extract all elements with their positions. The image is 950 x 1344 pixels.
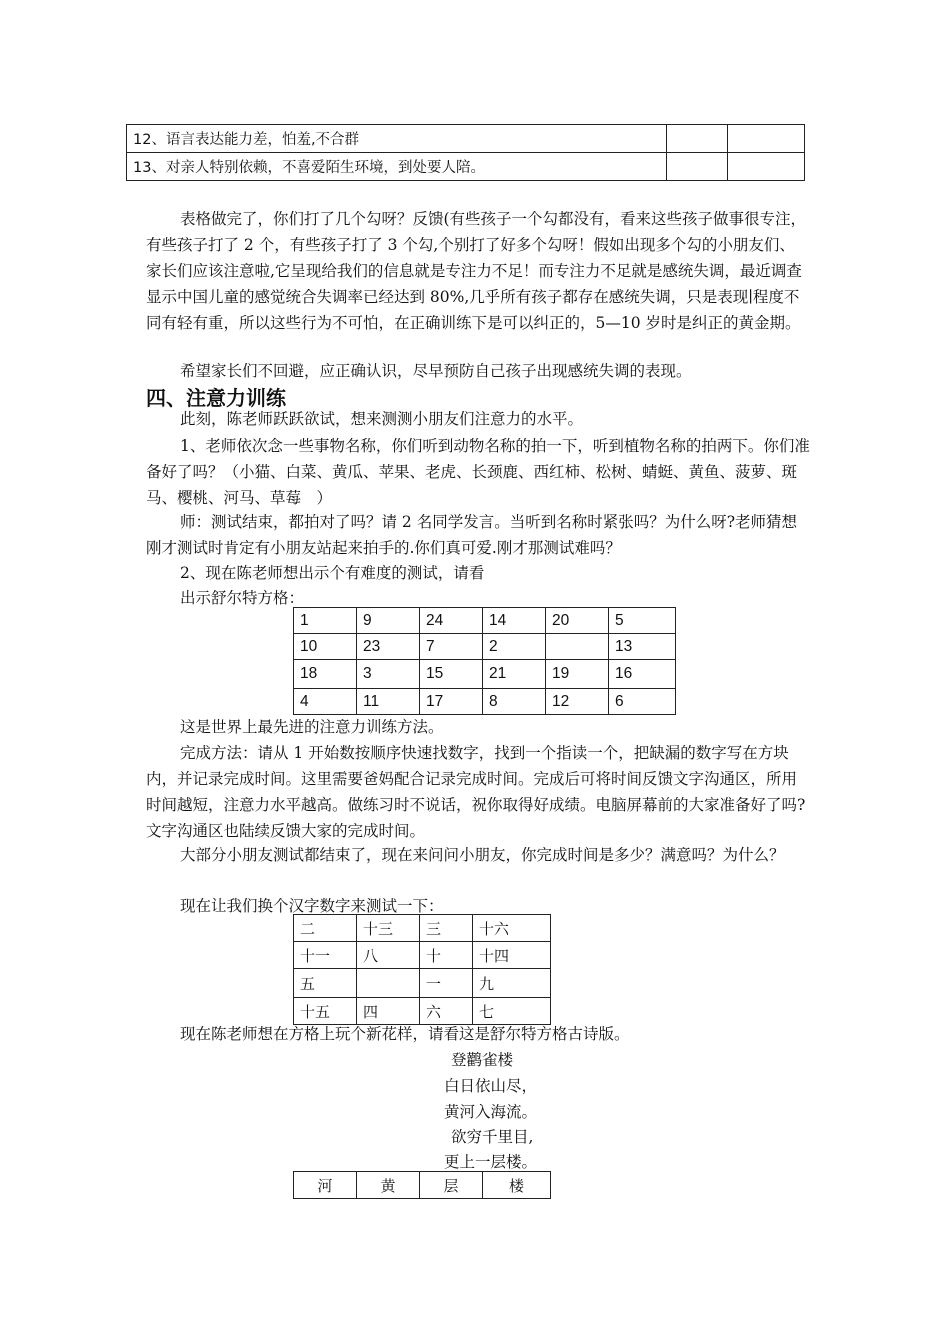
grid-cell[interactable]: 河 xyxy=(294,1172,357,1199)
table-row xyxy=(294,634,676,660)
grid-cell[interactable]: 7 xyxy=(420,634,483,660)
grid-cell[interactable]: 9 xyxy=(357,608,420,634)
grid-cell[interactable]: 4 xyxy=(294,689,357,715)
grid-cell-blank[interactable] xyxy=(357,969,420,998)
check-cell[interactable] xyxy=(667,153,728,181)
schulte-chinese-grid xyxy=(293,914,551,1025)
poem-line: 白日依山尽， xyxy=(444,1077,538,1095)
grid-cell[interactable]: 十 xyxy=(420,942,473,969)
grid-cell[interactable]: 十五 xyxy=(294,998,357,1025)
table-row xyxy=(294,942,551,969)
paragraph-intro: 此刻，陈老师跃跃欲试，想来测测小朋友们注意力的水平。 xyxy=(180,410,584,428)
schulte-number-grid xyxy=(293,607,676,715)
grid-cell[interactable]: 18 xyxy=(294,660,357,689)
grid-cell[interactable]: 楼 xyxy=(483,1172,551,1199)
grid-cell[interactable]: 17 xyxy=(420,689,483,715)
grid-cell[interactable]: 八 xyxy=(357,942,420,969)
table-row xyxy=(294,660,676,689)
table-row xyxy=(294,1172,551,1199)
grid-cell[interactable]: 五 xyxy=(294,969,357,998)
checklist-item-12: 12、语言表达能力差，怕羞,不合群 xyxy=(127,125,667,153)
paragraph-feedback: 表格做完了，你们打了几个勾呀？反馈(有些孩子一个勾都没有，看来这些孩子做事很专注，有些孩子打了 2 个，有些孩子打了 3 个勾,个别打了好多个勾呀！假如出现多个勾的小朋友们、家长们应该注意啦,它呈现给我们的信息就是专注力不足！而专注力不足就是感统失调，最近调查显示中国儿童的感觉统合失调率已经达到 80%,几乎所有孩子都存在感统失调，只是表现∣程度不同有轻有重，所以这些行为不可怕，在正确训练下是可以纠正的，5—10 岁时是纠正的黄金期。 xyxy=(146,210,807,332)
grid-cell[interactable]: 九 xyxy=(473,969,551,998)
paragraph-question: 大部分小朋友测试都结束了，现在来问问小朋友，你完成时间是多少？满意吗？为什么？ xyxy=(180,846,785,864)
grid-cell[interactable]: 5 xyxy=(609,608,676,634)
grid-cell[interactable]: 12 xyxy=(546,689,609,715)
grid-cell[interactable]: 24 xyxy=(420,608,483,634)
grid-cell[interactable]: 23 xyxy=(357,634,420,660)
table-row xyxy=(127,153,805,181)
table-row xyxy=(294,608,676,634)
table-row xyxy=(127,125,805,153)
paragraph-test-1: 1、老师依次念一些事物名称，你们听到动物名称的拍一下，听到植物名称的拍两下。你们准备好了吗？（小猫、白菜、黄瓜、苹果、老虎、长颈鹿、西红柿、松树、蜻蜓、黄鱼、菠萝、斑马、樱桃、河马、草莓 ） xyxy=(146,437,810,507)
paragraph-show-grid: 出示舒尔特方格： xyxy=(180,589,305,607)
check-cell[interactable] xyxy=(728,153,805,181)
grid-cell[interactable]: 20 xyxy=(546,608,609,634)
grid-cell[interactable]: 11 xyxy=(357,689,420,715)
grid-cell[interactable]: 十一 xyxy=(294,942,357,969)
grid-cell[interactable]: 二 xyxy=(294,915,357,942)
paragraph-method: 完成方法：请从 1 开始数按顺序快速找数字，找到一个指读一个，把缺漏的数字写在方块内，并记录完成时间。这里需要爸妈配合记录完成时间。完成后可将时间反馈文字沟通区，所用时间越短，注意力水平越高。做练习时不说话，祝你取得好成绩。电脑屏幕前的大家准备好了吗?文字沟通区也陆续反馈大家的完成时间。 xyxy=(146,744,806,840)
poem-line: 欲穷千里目, xyxy=(451,1128,534,1146)
grid-cell[interactable]: 十四 xyxy=(473,942,551,969)
grid-cell[interactable]: 十六 xyxy=(473,915,551,942)
section-heading: 四、注意力训练 xyxy=(146,386,286,410)
grid-cell[interactable]: 10 xyxy=(294,634,357,660)
paragraph-chinese-test: 现在让我们换个汉字数字来测试一下： xyxy=(180,897,444,915)
grid-cell[interactable]: 13 xyxy=(609,634,676,660)
schulte-poem-grid xyxy=(293,1171,551,1199)
poem-line: 黄河入海流。 xyxy=(444,1103,538,1121)
grid-cell[interactable]: 14 xyxy=(483,608,546,634)
grid-cell[interactable]: 黄 xyxy=(357,1172,420,1199)
grid-cell[interactable]: 19 xyxy=(546,660,609,689)
grid-cell[interactable]: 21 xyxy=(483,660,546,689)
grid-cell[interactable]: 8 xyxy=(483,689,546,715)
table-row xyxy=(294,689,676,715)
grid-cell[interactable]: 2 xyxy=(483,634,546,660)
grid-cell[interactable]: 层 xyxy=(420,1172,483,1199)
poem-line: 更上一层楼。 xyxy=(444,1153,538,1171)
checklist-table xyxy=(126,124,805,181)
check-cell[interactable] xyxy=(667,125,728,153)
grid-cell[interactable]: 十三 xyxy=(357,915,420,942)
table-row xyxy=(294,915,551,942)
poem-title: 登鹳雀楼 xyxy=(451,1051,514,1069)
grid-cell[interactable]: 16 xyxy=(609,660,676,689)
grid-cell-blank[interactable] xyxy=(546,634,609,660)
table-row xyxy=(294,969,551,998)
grid-cell[interactable]: 一 xyxy=(420,969,473,998)
check-cell[interactable] xyxy=(728,125,805,153)
grid-cell[interactable]: 3 xyxy=(357,660,420,689)
grid-cell[interactable]: 六 xyxy=(420,998,473,1025)
paragraph-hope: 希望家长们不回避，应正确认识，尽早预防自己孩子出现感统失调的表现。 xyxy=(180,362,692,380)
paragraph-method-note: 这是世界上最先进的注意力训练方法。 xyxy=(180,718,444,736)
paragraph-test-2: 2、现在陈老师想出示个有难度的测试，请看 xyxy=(180,564,485,582)
paragraph-teacher: 师：测试结束，都拍对了吗？请 2 名同学发言。当听到名称时紧张吗？为什么呀?老师猜想刚才测试时肯定有小朋友站起来拍手的.你们真可爱.刚才那测试难吗？ xyxy=(146,513,798,557)
grid-cell[interactable]: 15 xyxy=(420,660,483,689)
checklist-item-13: 13、对亲人特别依赖，不喜爱陌生环境，到处要人陪。 xyxy=(127,153,667,181)
grid-cell[interactable]: 四 xyxy=(357,998,420,1025)
paragraph-poem-intro: 现在陈老师想在方格上玩个新花样，请看这是舒尔特方格古诗版。 xyxy=(180,1025,630,1043)
grid-cell[interactable]: 三 xyxy=(420,915,473,942)
grid-cell[interactable]: 七 xyxy=(473,998,551,1025)
grid-cell[interactable]: 6 xyxy=(609,689,676,715)
grid-cell[interactable]: 1 xyxy=(294,608,357,634)
